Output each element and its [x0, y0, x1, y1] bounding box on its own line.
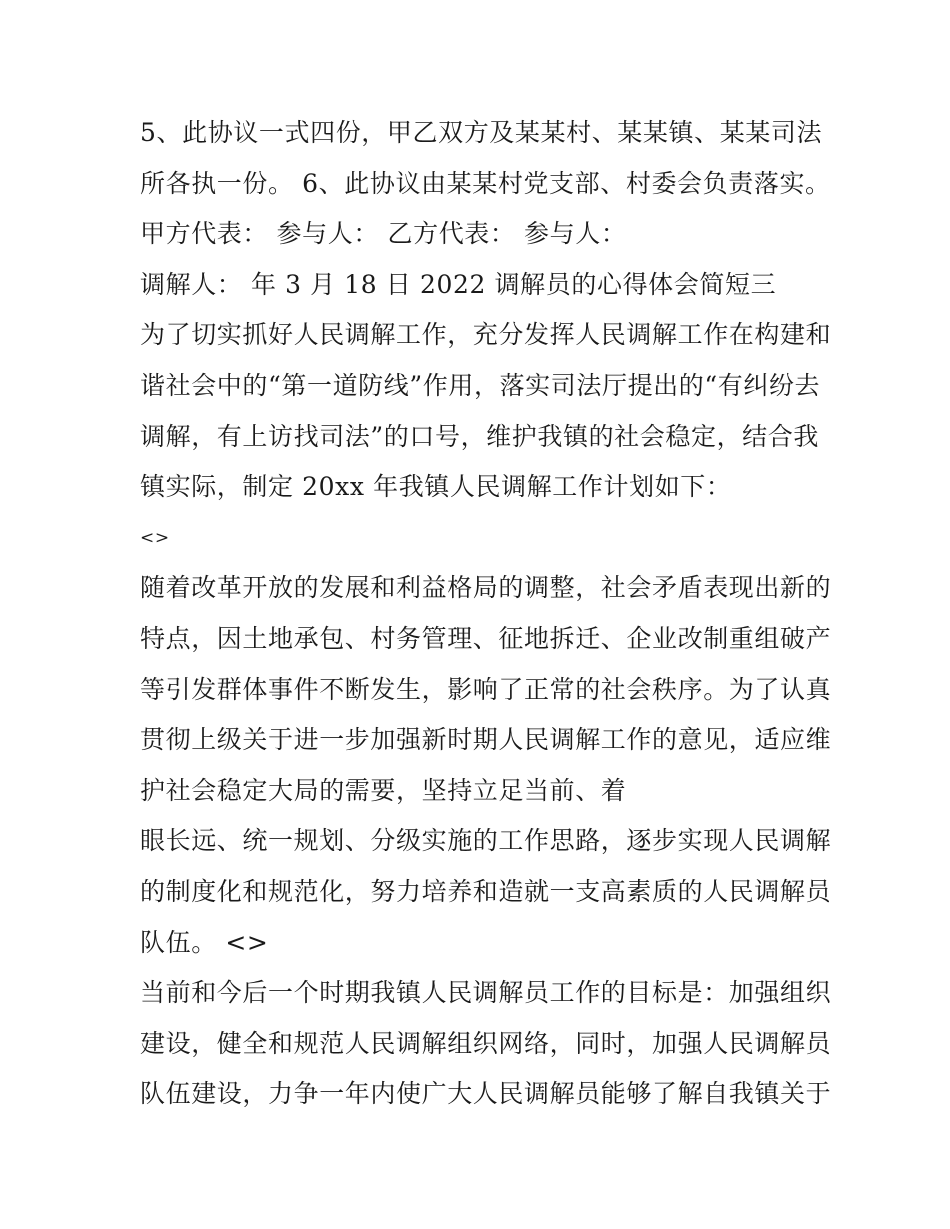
text-line: 所各执一份。 6、此协议由某某村党支部、村委会负责落实。 — [140, 168, 831, 198]
text-line: 队伍。 <> — [140, 927, 269, 957]
text-line: 队伍建设，力争一年内使广大人民调解员能够了解自我镇关于 — [140, 1079, 832, 1109]
text-line: 随着改革开放的发展和利益格局的调整，社会矛盾表现出新的 — [140, 573, 832, 603]
text-line: 特点，因土地承包、村务管理、征地拆迁、企业改制重组破产 — [140, 623, 832, 653]
text-line: 甲方代表： 参与人： 乙方代表： 参与人： — [140, 219, 627, 249]
text-line: 建设，健全和规范人民调解组织网络，同时，加强人民调解员 — [140, 1028, 832, 1058]
text-line: 调解人： 年 3 月 18 日 2022 调解员的心得体会简短三 — [140, 269, 777, 299]
text-line: 眼长远、统一规划、分级实施的工作思路，逐步实现人民调解 — [140, 826, 832, 856]
text-line: 的制度化和规范化，努力培养和造就一支高素质的人民调解员 — [140, 876, 832, 906]
text-line: 等引发群体事件不断发生，影响了正常的社会秩序。为了认真 — [140, 674, 832, 704]
text-line: 当前和今后一个时期我镇人民调解员工作的目标是：加强组织 — [140, 978, 832, 1008]
document-page — [140, 108, 832, 1120]
placeholder-marker: <> — [140, 527, 170, 548]
text-line: 调解，有上访找司法”的口号，维护我镇的社会稳定，结合我 — [140, 421, 819, 451]
text-line: 护社会稳定大局的需要，坚持立足当前、着 — [140, 775, 627, 805]
text-line: 贯彻上级关于进一步加强新时期人民调解工作的意见，适应维 — [140, 725, 832, 755]
text-line: 5、此协议一式四份，甲乙双方及某某村、某某镇、某某司法 — [140, 118, 823, 147]
text-line: 谐社会中的“第一道防线”作用，落实司法厅提出的“有纠纷去 — [140, 370, 821, 400]
text-line: 为了切实抓好人民调解工作，充分发挥人民调解工作在构建和 — [140, 320, 832, 350]
text-line: 镇实际，制定 20xx 年我镇人民调解工作计划如下： — [140, 472, 732, 502]
